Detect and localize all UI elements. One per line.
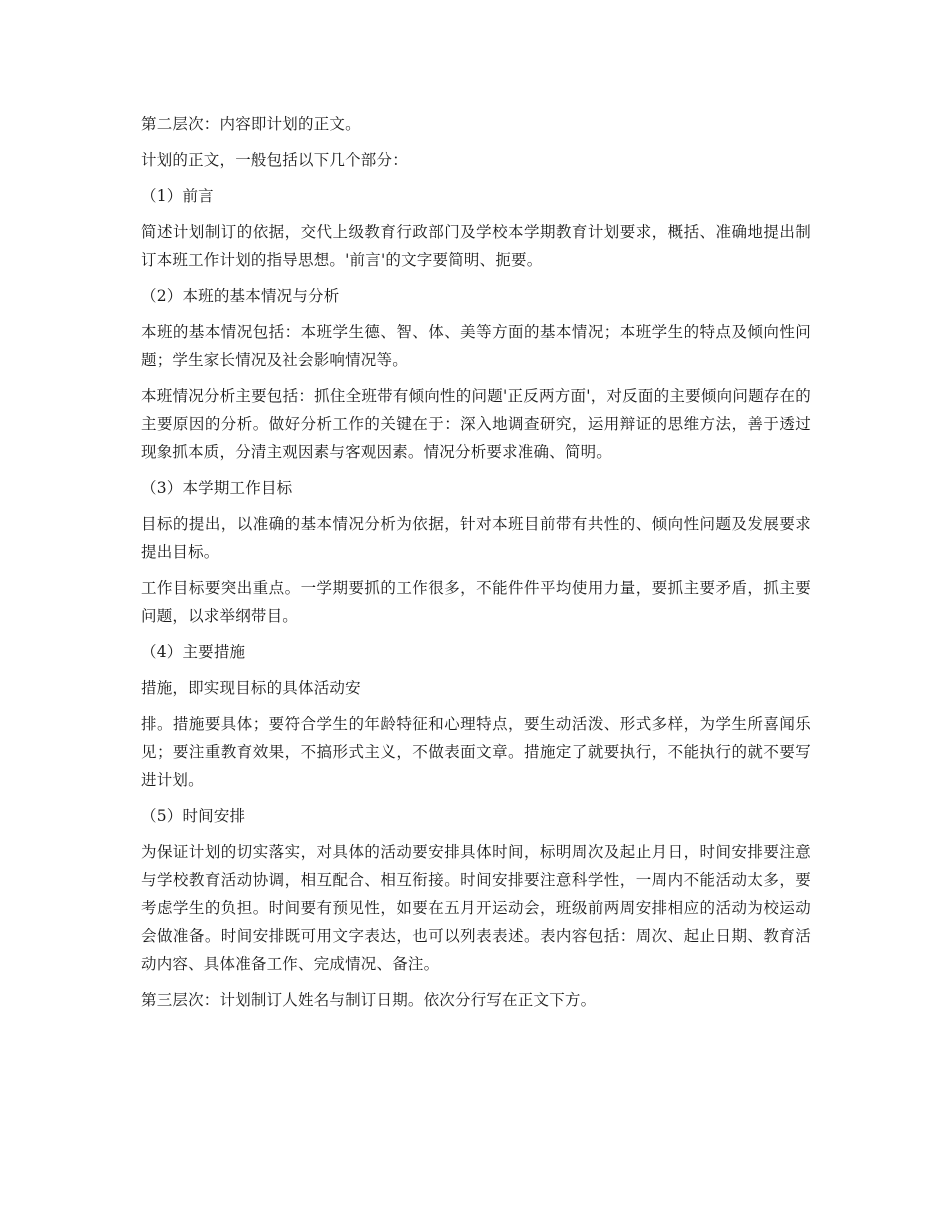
body-paragraph-preface: 简述计划制订的依据，交代上级教育行政部门及学校本学期教育计划要求，概括、准确地提出制订本班工作计划的指导思想。'前言'的文字要简明、扼要。	[141, 223, 811, 269]
subheading-main-measures: （4）主要措施	[141, 643, 246, 661]
subheading-preface: （1）前言	[141, 187, 214, 205]
section-heading-third-level-two: 第二层次：内容即计划的正文。	[141, 115, 361, 133]
body-paragraph-time-schedule: 为保证计划的切实落实，对具体的活动要安排具体时间，标明周次及起止月日，时间安排要注意与学校教育活动协调，相互配合、相互衔接。时间安排要注意科学性，一周内不能活动太多，要考虑学生的负担。时间要有预见性，如要在五月开运动会，班级前两周安排相应的活动为校运动会做准备。时间安排既可用文字表达，也可以列表表述。表内容包括：周次、起止日期、教育活动内容、具体准备工作、完成情况、备注。	[141, 843, 811, 973]
subheading-semester-goals: （3）本学期工作目标	[141, 479, 293, 497]
subheading-class-situation: （2）本班的基本情况与分析	[141, 287, 340, 305]
document-body	[141, 110, 811, 1022]
subheading-time-schedule: （5）时间安排	[141, 807, 246, 825]
body-paragraph-measures-detail: 排。措施要具体；要符合学生的年龄特征和心理特点，要生动活泼、形式多样，为学生所喜闻乐见；要注重教育效果，不搞形式主义，不做表面文章。措施定了就要执行，不能执行的就不要写进计划。	[141, 715, 811, 789]
body-paragraph-intro: 计划的正文，一般包括以下几个部分：	[141, 151, 408, 169]
body-paragraph-goal-focus: 工作目标要突出重点。一学期要抓的工作很多，不能件件平均使用力量，要抓主要矛盾，抓主要问题，以求举纲带目。	[141, 579, 811, 625]
section-heading-third-level-three: 第三层次：计划制订人姓名与制订日期。依次分行写在正文下方。	[141, 991, 597, 1009]
body-paragraph-situation-analysis: 本班情况分析主要包括：抓住全班带有倾向性的问题'正反两方面'，对反面的主要倾向问题存在的主要原因的分析。做好分析工作的关键在于：深入地调查研究，运用辩证的思维方法，善于透过现象抓本质，分清主观因素与客观因素。情况分析要求准确、简明。	[141, 387, 811, 461]
body-paragraph-measures-intro: 措施，即实现目标的具体活动安	[141, 679, 361, 697]
body-paragraph-goal-basis: 目标的提出，以准确的基本情况分析为依据，针对本班目前带有共性的、倾向性问题及发展要求提出目标。	[141, 515, 811, 561]
body-paragraph-class-situation: 本班的基本情况包括：本班学生德、智、体、美等方面的基本情况；本班学生的特点及倾向性问题；学生家长情况及社会影响情况等。	[141, 323, 811, 369]
